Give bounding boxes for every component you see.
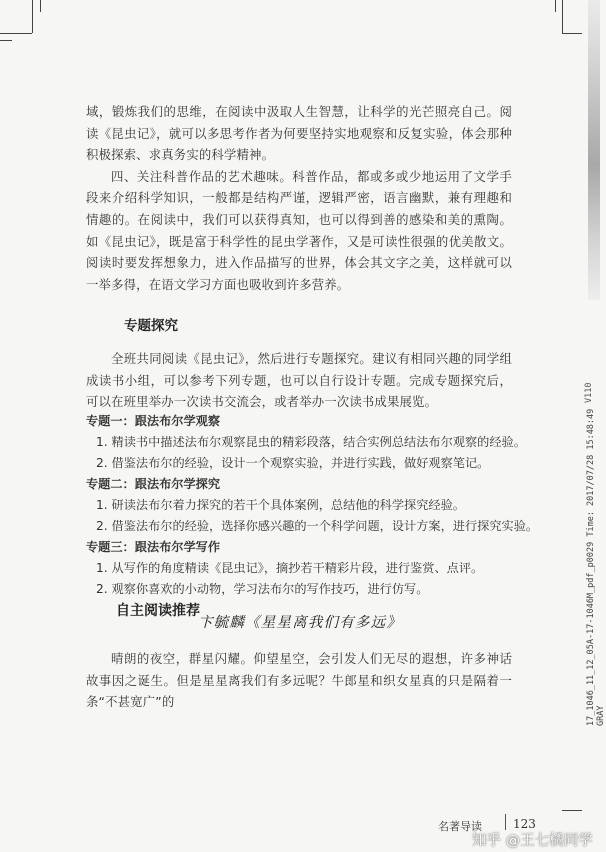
topic-item: 2. 借鉴法布尔的经验，选择你感兴趣的一个科学问题，设计方案，进行探究实验。 — [96, 519, 539, 533]
scan-gray-bar — [588, 0, 600, 300]
body-paragraph: 四、关注科普作品的艺术趣味。科普作品，都或多或少地运用了文学手段来介绍科学知识，一般都是结构严谨，逻辑严密，语言幽默，兼有理趣和情趣的。在阅读中，我们可以获得真知，也可以得到善的感染和美的熏陶。如《昆虫记》，既是富于科学性的昆虫学著作，又是可读性很强的优美散文。阅读时要发挥想象力，进入作品描写的世界，体会其文字之美，这样就可以一举多得，在语文学习方面也吸收到许多营养。 — [86, 168, 512, 292]
recommend-intro — [86, 648, 512, 713]
recommended-book-title: 卞毓麟《星星离我们有多远》 — [197, 615, 403, 631]
topic-item: 2. 观察你喜欢的小动物，学习法布尔的写作技巧，进行仿写。 — [96, 582, 429, 596]
topic-list — [86, 411, 539, 600]
body-text-top — [86, 101, 512, 295]
printer-slug: 17_1046_11_12_05A-17-1046M_pdf_p0029 Time: 2017/07/28 15:48:49 — [586, 408, 596, 726]
footer-section-label: 名著导读 — [438, 820, 482, 833]
topic-heading: 专题三：跟法布尔学写作 — [86, 540, 221, 554]
page-number: 123 — [513, 817, 536, 831]
crop-mark-bottom-right-h — [562, 810, 582, 811]
body-paragraph: 域，锻炼我们的思维，在阅读中汲取人生智慧，让科学的光芒照亮自己。阅读《昆虫记》，就可以多思考作者为何要坚持实地观察和反复实验，体会那种积极探索、求真务实的科学精神。 — [86, 104, 512, 163]
topic-heading: 专题二：跟法布尔学探究 — [86, 477, 221, 491]
topic-item: 1. 研读法布尔着力探究的若干个具体案例，总结他的科学探究经验。 — [96, 498, 465, 512]
crop-mark-top-left-h2 — [0, 40, 12, 41]
crop-mark-top-right-v2 — [555, 0, 556, 12]
crop-mark-top-left-v2 — [40, 0, 41, 12]
crop-mark-top-right-h — [562, 33, 582, 34]
topic-intro-text: 全班共同阅读《昆虫记》，然后进行专题探究。建议有相同兴趣的同学组成读书小组，可以参考下列专题，也可以自行设计专题。完成专题探究后，可以在班里举办一次读书交流会，或者举办一次读书成果展览。 — [86, 351, 512, 410]
crop-mark-top-left-h — [0, 33, 32, 34]
side-mark: V110 — [584, 382, 594, 403]
topic-item: 2. 借鉴法布尔的经验，设计一个观察实验，并进行实践，做好观察笔记。 — [96, 456, 490, 470]
topic-section-title: 专题探究 — [124, 318, 178, 334]
crop-mark-top-right-v — [562, 0, 563, 33]
crop-mark-top-left-v — [32, 0, 33, 33]
topic-intro — [86, 348, 512, 413]
topic-heading: 专题一：跟法布尔学观察 — [86, 414, 221, 428]
topic-item: 1. 精读书中描述法布尔观察昆虫的精彩段落，结合实例总结法布尔观察的经验。 — [96, 435, 526, 449]
recommend-intro-text: 晴朗的夜空，群星闪耀。仰望星空，会引发人们无尽的遐想，许多神话故事因之诞生。但是星星离我们有多远呢？牛郎星和织女星真的只是隔着一条“不甚宽广”的 — [86, 651, 512, 710]
zhihu-watermark: 知乎 @王七橘同学 — [472, 833, 593, 849]
printer-gray-label: GRAY — [596, 705, 606, 726]
recommend-section-title: 自主阅读推荐 — [116, 603, 200, 619]
footer-divider — [505, 814, 506, 830]
topic-item: 1. 从写作的角度精读《昆虫记》，摘抄若干精彩片段，进行鉴赏、点评。 — [96, 561, 484, 575]
